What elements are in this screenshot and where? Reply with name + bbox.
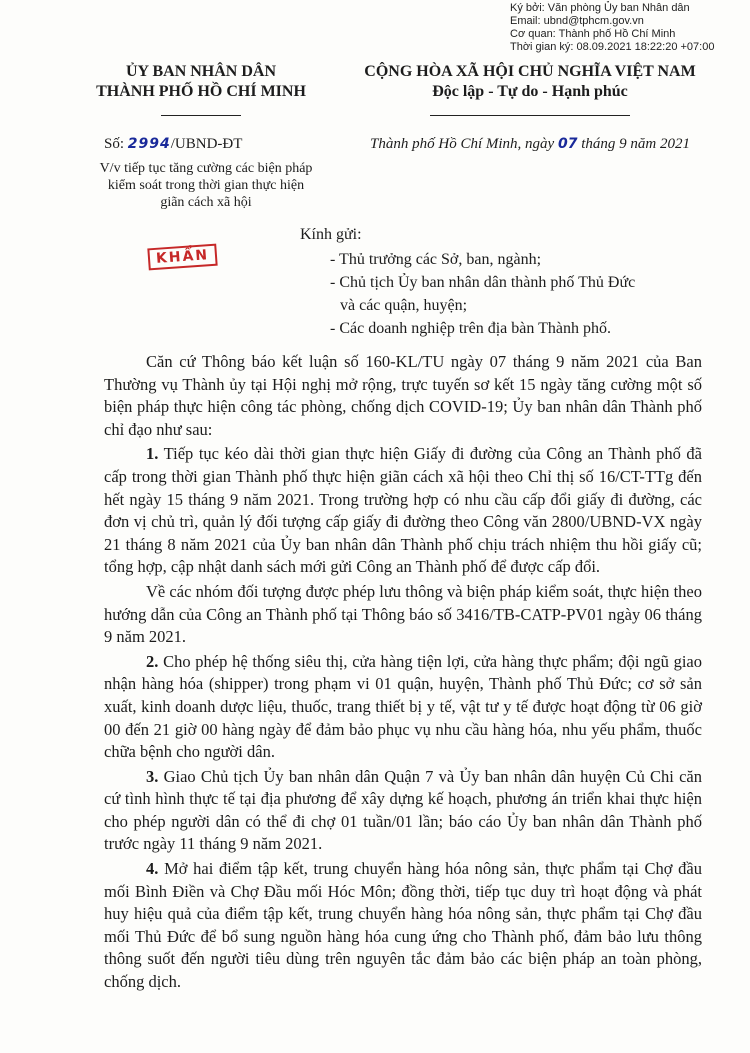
date-day-handwritten: 07 xyxy=(557,136,578,152)
signature-time: Thời gian ký: 08.09.2021 18:22:20 +07:00 xyxy=(510,41,715,53)
intro-paragraph: Căn cứ Thông báo kết luận số 160-KL/TU ngày 07 tháng 9 năm 2021 của Ban Thường vụ Thành ủy tại Hội nghị mở rộng, trực tuyến sơ kết 15 ngày tăng cường một số biện pháp thực hiện công tác phòng, chống dịch COVID-19; Ủy ban nhân dân Thành phố chỉ đạo như sau: xyxy=(104,352,702,439)
document-body xyxy=(104,351,702,996)
subject-line-3: giãn cách xã hội xyxy=(160,195,252,210)
urgent-stamp: KHẨN xyxy=(147,244,217,271)
date-prefix: Thành phố Hồ Chí Minh, ngày xyxy=(370,136,555,152)
signature-signer: Ký bởi: Văn phòng Ủy ban Nhân dân xyxy=(510,2,690,14)
paragraph-1-text: Tiếp tục kéo dài thời gian thực hiện Giấy đi đường của Công an Thành phố đã cấp trong thời gian Thành phố thực hiện giãn cách xã hội theo Chỉ thị số 16/CT-TTg đến hết ngày 15 tháng 9 năm 2021. Trong trường hợp có nhu cầu cấp đổi giấy đi đường, các đơn vị chủ trì, quản lý đối tượng cấp giấy đi đường theo Công văn 2800/UBND-VX ngày 21 tháng 8 năm 2021 của Ủy ban nhân dân Thành phố chịu trách nhiệm thu hồi giấy cũ; tổng hợp, cập nhật danh sách mới gửi Công an Thành phố để được cấp đổi. xyxy=(104,444,703,577)
country-name: CỘNG HÒA XÃ HỘI CHỦ NGHĨA VIỆT NAM xyxy=(364,63,696,80)
paragraph-1b: Về các nhóm đối tượng được phép lưu thông và biện pháp kiểm soát, thực hiện theo hướng dẫn của Công an Thành phố tại Thông báo số 3416/TB-CATP-PV01 ngày 06 tháng 9 năm 2021. xyxy=(104,581,702,647)
paragraph-4-number: 4. xyxy=(146,859,159,879)
paragraph-1 xyxy=(104,443,702,579)
paragraph-2-text: Cho phép hệ thống siêu thị, cửa hàng tiện lợi, cửa hàng thực phẩm; đội ngũ giao nhận hàng hóa (shipper) trong phạm vi 01 quận, huyện, Thành phố Thủ Đức; cơ sở sản xuất, kinh doanh dược liệu, thuốc, trang thiết bị y tế, vật tư y tế được hoạt động từ 06 giờ 00 đến 21 giờ 00 hàng ngày để đảm bảo phục vụ nhu cầu hàng hóa, nhu yếu phẩm, thuốc chữa bệnh cho người dân. xyxy=(104,651,703,762)
document-subject xyxy=(76,160,336,211)
signature-agency: Cơ quan: Thành phố Hồ Chí Minh xyxy=(510,28,676,40)
authority-line-1: ỦY BAN NHÂN DÂN xyxy=(125,63,277,80)
paragraph-2 xyxy=(104,651,702,764)
kinh-gui-label: Kính gửi: xyxy=(300,226,362,243)
paragraph-4-text: Mở hai điểm tập kết, trung chuyển hàng hóa nông sản, thực phẩm tại Chợ đầu mối Bình Điền và Chợ Đầu mối Hóc Môn; đồng thời, tiếp tục duy trì hoạt động và phát huy hiệu quả của điểm tập kết, trung chuyển hàng hóa nông sản, thực phẩm tại Chợ đầu mối Thủ Đức để bổ sung nguồn hàng hóa cung ứng cho Thành phố, đảm bảo lưu thông thông suốt đến người tiêu dùng trên nguyên tắc đảm bảo các biện pháp an toàn phòng, chống dịch. xyxy=(104,859,702,992)
issuing-authority xyxy=(76,62,326,122)
digital-signature-block xyxy=(510,2,750,54)
motto: Độc lập - Tự do - Hạnh phúc xyxy=(432,83,628,100)
paragraph-3 xyxy=(104,766,702,856)
doc-number-suffix: /UBND-ĐT xyxy=(170,136,243,152)
doc-number-handwritten: 2994 xyxy=(127,136,171,152)
paragraph-4 xyxy=(104,858,702,994)
paragraph-2-number: 2. xyxy=(146,651,159,671)
recipient-item: - Chủ tịch Ủy ban nhân dân thành phố Thủ Đức xyxy=(330,274,636,291)
recipient-item: - Các doanh nghiệp trên địa bàn Thành phố. xyxy=(330,320,611,337)
motto-underline xyxy=(430,115,630,116)
subject-line-2: kiểm soát trong thời gian thực hiện xyxy=(107,178,305,193)
paragraph-3-number: 3. xyxy=(146,766,159,786)
authority-line-2: THÀNH PHỐ HỒ CHÍ MINH xyxy=(96,83,306,100)
paragraph-1-number: 1. xyxy=(146,444,159,464)
recipients-list xyxy=(330,248,730,340)
national-motto xyxy=(330,62,730,122)
doc-number-prefix: Số: xyxy=(104,136,125,152)
recipient-item-continued: và các quận, huyện; xyxy=(340,297,468,314)
authority-underline xyxy=(161,115,241,116)
recipient-item: - Thủ trưởng các Sở, ban, ngành; xyxy=(330,251,542,268)
issue-date xyxy=(330,136,730,153)
paragraph-3-text: Giao Chủ tịch Ủy ban nhân dân Quận 7 và Ủy ban nhân dân huyện Củ Chi căn cứ tình hình thực tế tại địa phương để xây dựng kế hoạch, phương án triển khai thực hiện cho phép người dân có thể đi chợ 01 tuần/01 lần; báo cáo Ủy ban nhân dân Thành phố trước ngày 11 tháng 9 năm 2021. xyxy=(104,766,702,854)
date-suffix: tháng 9 năm 2021 xyxy=(581,136,690,152)
document-number xyxy=(104,136,324,153)
signature-email: Email: ubnd@tphcm.gov.vn xyxy=(510,15,644,27)
subject-line-1: V/v tiếp tục tăng cường các biện pháp xyxy=(99,161,313,176)
